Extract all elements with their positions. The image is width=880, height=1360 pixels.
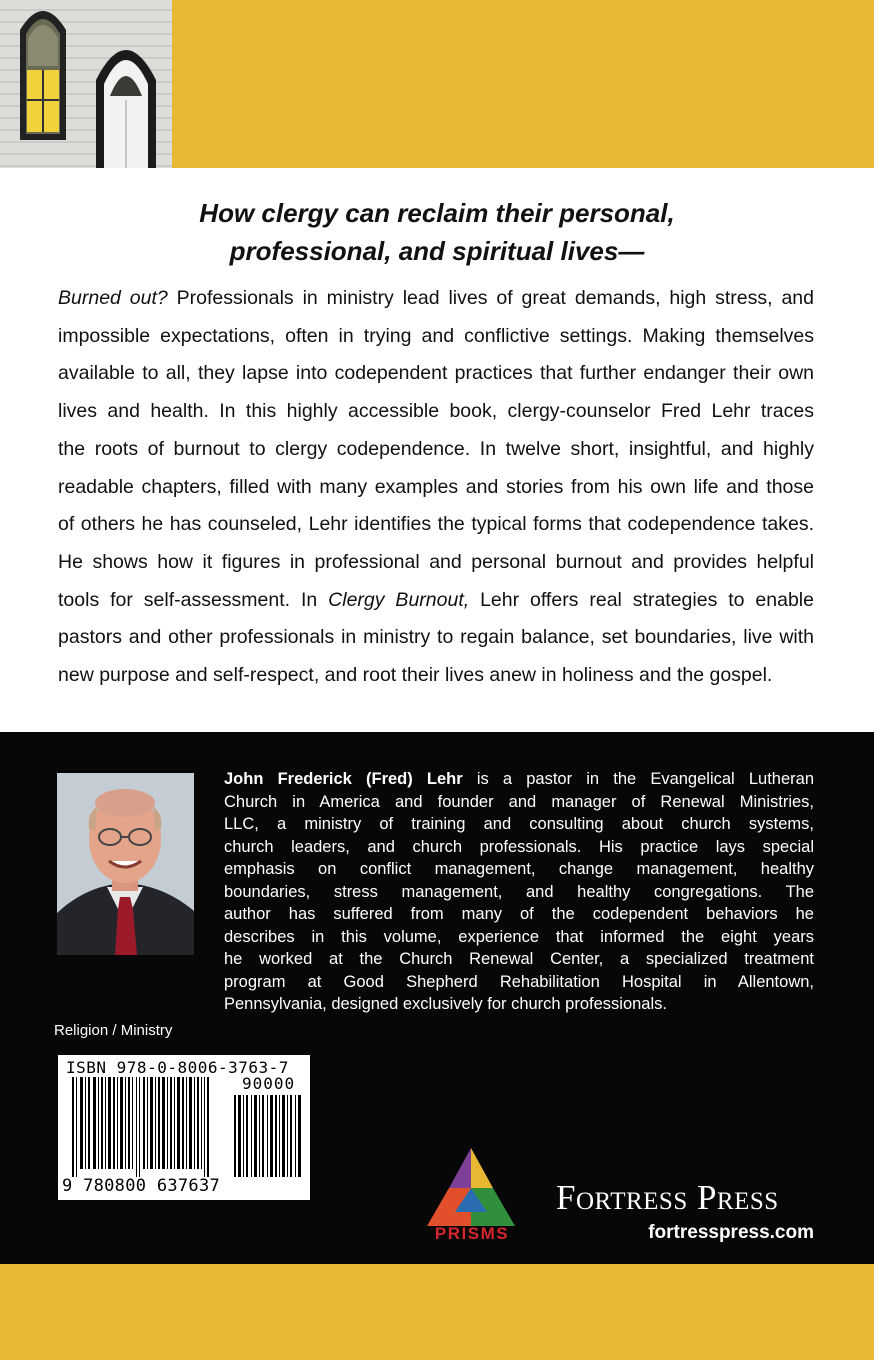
- book-title: Clergy Burnout,: [328, 588, 470, 611]
- author-name: John Frederick (Fred) Lehr: [224, 770, 463, 788]
- bio-line: author has suffered from many of the codependent behaviors he: [224, 905, 814, 923]
- isbn-barcode: [58, 1055, 310, 1200]
- bio-line: church leaders, and church professionals. His practice lays special: [224, 837, 814, 856]
- publisher-name-text: Fortress Press: [556, 1178, 779, 1217]
- prisms-logo: [425, 1148, 519, 1246]
- blurb-line: of others he has counseled, Lehr identifies the typical forms that codependence takes.: [58, 513, 814, 536]
- bio-line: Church in America and founder and manager of Renewal Ministries,: [224, 792, 814, 811]
- bio-line: LLC, a ministry of training and consulting about church systems,: [224, 815, 814, 833]
- blurb-line: pastors and other professionals in ministry to regain balance, set boundaries, live with: [58, 626, 814, 649]
- bio-line: he worked at the Church Renewal Center, a specialized treatment: [224, 950, 814, 968]
- church-windows-photo: [0, 0, 172, 168]
- blurb-text: Lehr offers real strategies to enable: [469, 588, 814, 611]
- bio-line: [224, 768, 814, 791]
- category-label: Religion / Ministry: [54, 1022, 173, 1039]
- blurb-line: available to all, they lapse into codependent practices that further endanger their own: [58, 362, 814, 385]
- blurb-line: He shows how it figures in professional and personal burnout and provides helpful: [58, 550, 814, 573]
- bio-line: Pennsylvania, designed exclusively for church professionals.: [224, 995, 667, 1013]
- blurb-line: impossible expectations, often in trying and conflictive settings. Making themselves: [58, 324, 814, 347]
- author-panel: [0, 732, 874, 1264]
- blurb-line: the roots of burnout to clergy codependence. In twelve short, insightful, and highly: [58, 437, 814, 460]
- blurb-line: lives and health. In this highly accessible book, clergy-counselor Fred Lehr traces: [58, 400, 814, 423]
- prisms-label: PRISMS: [434, 1224, 510, 1243]
- bio-line: program at Good Shepherd Rehabilitation Hospital in Allentown,: [224, 972, 814, 991]
- blurb-line: [58, 280, 814, 318]
- tagline: [0, 194, 874, 270]
- author-bio: [224, 768, 814, 1016]
- prisms-triangle-icon: [425, 1148, 519, 1226]
- bio-line: describes in this volume, experience that informed the eight years: [224, 927, 814, 946]
- book-description: [58, 280, 814, 695]
- blurb-line: readable chapters, filled with many examples and stories from his own life and those: [58, 475, 814, 498]
- description-panel: [0, 168, 874, 732]
- blurb-text: Professionals in ministry lead lives of great demands, high stress, and: [167, 287, 814, 309]
- isbn-number: ISBN 978-0-8006-3763-7: [66, 1058, 289, 1077]
- author-photo: [57, 773, 194, 955]
- barcode-bars: [72, 1077, 222, 1177]
- bottom-color-band: [0, 1264, 874, 1360]
- blurb-lead: Burned out?: [58, 287, 168, 309]
- tagline-line: professional, and spiritual lives—: [229, 236, 645, 266]
- blurb-line: new purpose and self-respect, and root their lives anew in holiness and the gospel.: [58, 664, 773, 687]
- blurb-line: [58, 582, 814, 620]
- page-right-edge: [874, 0, 880, 1360]
- price-barcode-bars: [234, 1095, 304, 1177]
- bio-line: boundaries, stress management, and healthy congregations. The: [224, 882, 814, 901]
- barcode-digits: 9 780800 637637: [62, 1176, 221, 1196]
- bio-text: is a pastor in the Evangelical Lutheran: [462, 770, 814, 788]
- bio-line: emphasis on conflict management, change management, healthy: [224, 860, 814, 878]
- publisher-name: [556, 1178, 779, 1218]
- tagline-line: How clergy can reclaim their personal,: [199, 198, 675, 228]
- price-code: 90000: [242, 1074, 296, 1093]
- blurb-text: tools for self-assessment. In: [58, 588, 329, 611]
- publisher-url: fortresspress.com: [648, 1222, 814, 1243]
